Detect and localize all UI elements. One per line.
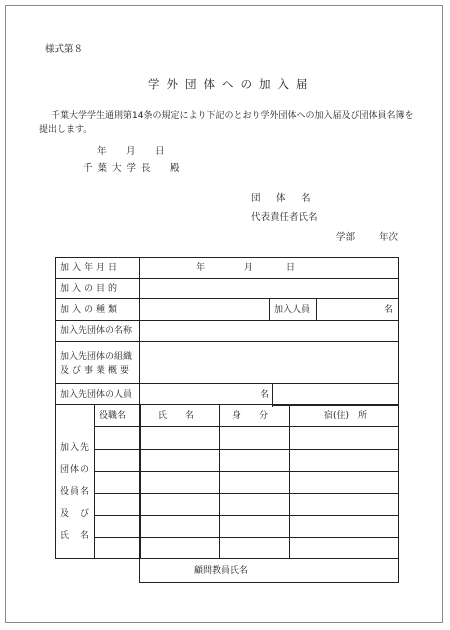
faculty-label: 学部 bbox=[336, 232, 356, 243]
officers-side-label-2: 団体の bbox=[60, 465, 91, 475]
header-position: 役職名 bbox=[99, 411, 127, 421]
members-count-label: 加入人員 bbox=[274, 305, 311, 315]
intro-text-line2: 提出します。 bbox=[39, 125, 93, 135]
officers-side-label-1: 加入先 bbox=[60, 443, 91, 453]
addressee: 千葉大学長 殿 bbox=[83, 163, 185, 174]
form-number: 様式第８ bbox=[45, 44, 84, 55]
join-date-day: 日 bbox=[286, 263, 296, 273]
officers-side-label-4: 及 び bbox=[60, 509, 91, 519]
advisor-label: 顧問教員氏名 bbox=[194, 566, 249, 576]
representative-label: 代表責任者氏名 bbox=[251, 212, 318, 223]
row-label-org-structure-2: 及び事業概要 bbox=[60, 366, 133, 376]
header-address: 宿(住) 所 bbox=[324, 411, 368, 421]
row-label-org-name: 加入先団体の名称 bbox=[60, 326, 133, 336]
members-count-unit: 名 bbox=[384, 305, 394, 315]
form-title: 学外団体への加入届 bbox=[148, 77, 315, 91]
header-status: 身 分 bbox=[232, 411, 269, 421]
submission-date: 年 月 日 bbox=[97, 146, 170, 157]
row-label-org-members: 加入先団体の人員 bbox=[60, 390, 133, 400]
form-page bbox=[5, 5, 443, 623]
row-label-join-date: 加入年月日 bbox=[60, 263, 121, 273]
intro-text-line1: 千葉大学学生通則第14条の規定により下記のとおり学外団体への加入届及び団体員名簿を bbox=[51, 111, 414, 121]
year-label: 年次 bbox=[379, 232, 399, 243]
officers-side-label-5: 氏 名 bbox=[60, 531, 91, 541]
org-name-label: 団 体 名 bbox=[251, 193, 314, 204]
join-date-year: 年 bbox=[196, 263, 206, 273]
officers-side-label-3: 役員名 bbox=[60, 487, 91, 497]
join-date-month: 月 bbox=[244, 263, 254, 273]
row-label-type: 加入の種類 bbox=[60, 305, 121, 315]
org-members-unit: 名 bbox=[260, 390, 270, 400]
row-label-org-structure-1: 加入先団体の組織 bbox=[60, 352, 133, 362]
header-name: 氏 名 bbox=[158, 411, 195, 421]
row-label-purpose: 加入の目的 bbox=[60, 284, 121, 294]
